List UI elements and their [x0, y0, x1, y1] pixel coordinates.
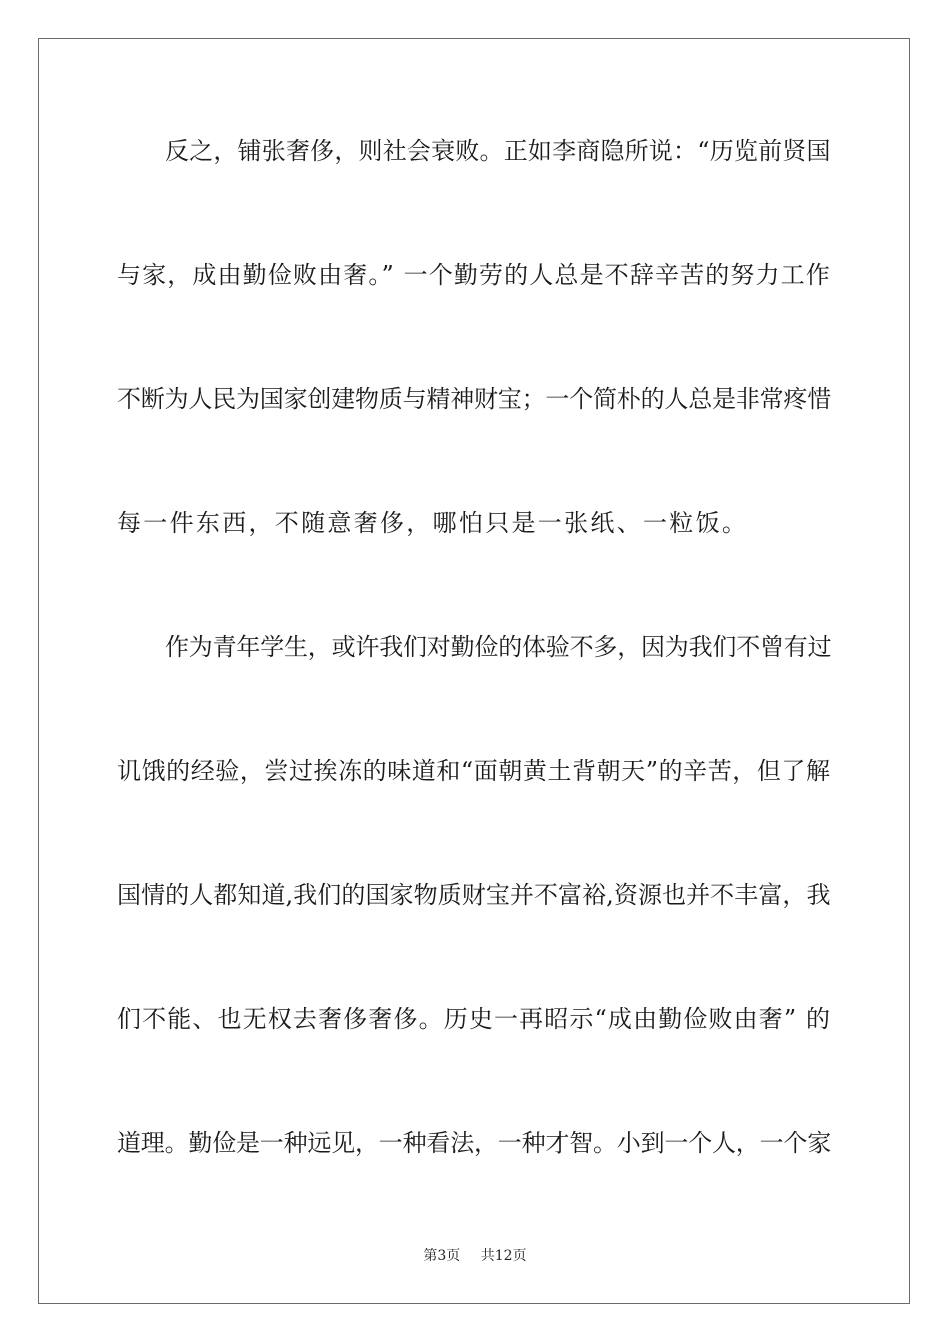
paragraph-line: 每一件东西，不随意奢侈，哪怕只是一张纸、一粒饭。 — [117, 509, 749, 537]
page-total: 共12页 — [480, 1248, 527, 1264]
page-number: 第3页 — [423, 1248, 461, 1264]
paragraph-line: 道理。勤俭是一种远见，一种看法，一种才智。小到一个人，一个家 — [117, 1129, 831, 1157]
paragraph-line: 国情的人都知道,我们的国家物质财宝并不富裕,资源也并不丰富，我 — [117, 881, 831, 909]
page-footer — [0, 1246, 950, 1266]
paragraph-line: 讥饿的经验，尝过挨冻的味道和“面朝黄土背朝天”的辛苦，但了解 — [117, 757, 831, 785]
paragraph-line: 作为青年学生，或许我们对勤俭的体验不多，因为我们不曾有过 — [165, 633, 832, 661]
page-frame — [38, 38, 910, 1304]
paragraph-line: 不断为人民为国家创建物质与精神财宝；一个简朴的人总是非常疼惜 — [117, 385, 831, 413]
paragraph-line: 反之，铺张奢侈，则社会衰败。正如李商隐所说：“历览前贤国 — [165, 137, 831, 165]
paragraph-line: 与家，成由勤俭败由奢。” 一个勤劳的人总是不辞辛苦的努力工作 — [117, 261, 831, 289]
paragraph-line: 们不能、也无权去奢侈奢侈。历史一再昭示“成由勤俭败由奢” 的 — [117, 1005, 832, 1033]
